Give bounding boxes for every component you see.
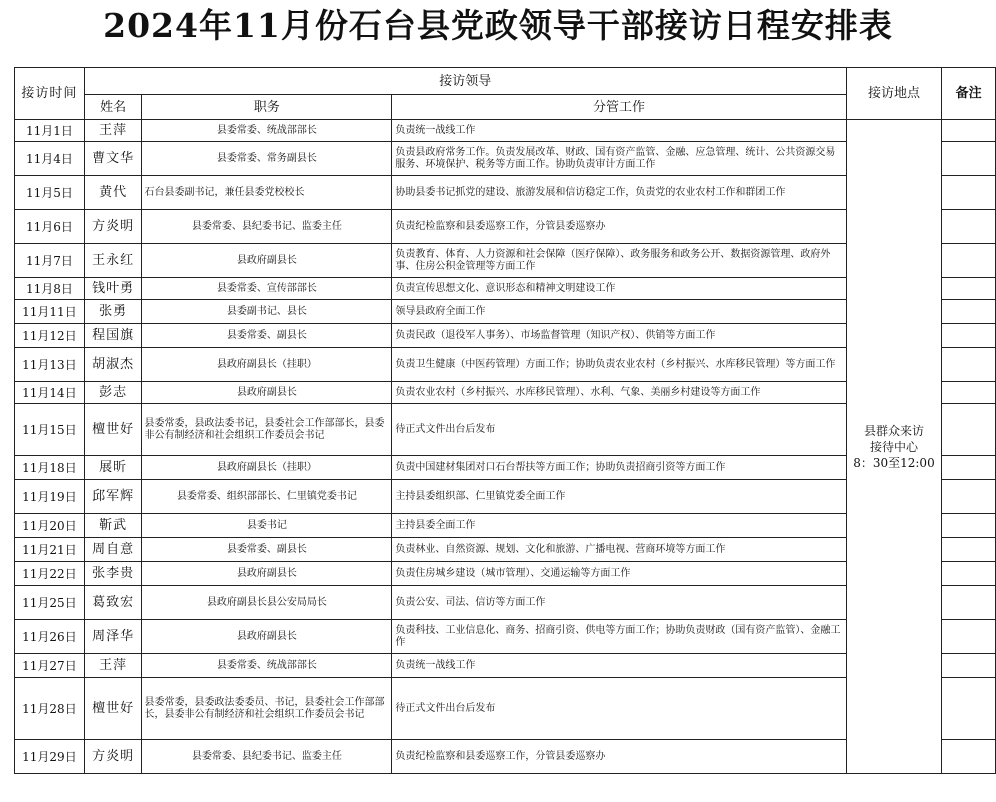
row-note: [942, 538, 996, 562]
header-duty: 分管工作: [392, 95, 846, 120]
row-duty: 负责公安、司法、信访等方面工作: [392, 586, 846, 620]
location-line1: 县群众来访: [863, 423, 924, 438]
row-name: 王萍: [84, 120, 142, 142]
row-date: 11月1日: [15, 120, 85, 142]
row-position: 县委书记: [142, 514, 392, 538]
row-duty: 领导县政府全面工作: [392, 300, 846, 324]
row-name: 程国旗: [84, 324, 142, 348]
row-date: 11月22日: [15, 562, 85, 586]
row-note: [942, 514, 996, 538]
row-name: 彭志: [84, 382, 142, 404]
row-position: 县政府副县长（挂职）: [142, 456, 392, 480]
row-date: 11月11日: [15, 300, 85, 324]
row-duty: 负责卫生健康（中医药管理）方面工作；协助负责农业农村（乡村振兴、水库移民管理）等方面工作: [392, 348, 846, 382]
row-position: 县委常委、副县长: [142, 324, 392, 348]
row-name: 葛致宏: [84, 586, 142, 620]
row-duty: 负责纪检监察和县委巡察工作，分管县委巡察办: [392, 740, 846, 774]
row-position: 县委常委、组织部部长、仁里镇党委书记: [142, 480, 392, 514]
row-note: [942, 456, 996, 480]
row-position: 县委副书记、县长: [142, 300, 392, 324]
row-name: 靳武: [84, 514, 142, 538]
row-duty: 协助县委书记抓党的建设、旅游发展和信访稳定工作，负责党的农业农村工作和群团工作: [392, 176, 846, 210]
row-name: 王永红: [84, 244, 142, 278]
row-name: 邱军辉: [84, 480, 142, 514]
row-name: 檀世好: [84, 404, 142, 456]
table-row: [15, 120, 996, 142]
row-position: 县政府副县长: [142, 382, 392, 404]
row-date: 11月29日: [15, 740, 85, 774]
row-name: 张李贵: [84, 562, 142, 586]
row-note: [942, 678, 996, 740]
row-position: 县委常委，县政法委书记，县委社会工作部部长，县委非公有制经济和社会组织工作委员会书记: [142, 404, 392, 456]
row-note: [942, 586, 996, 620]
row-position: 县委常委、副县长: [142, 538, 392, 562]
row-duty: 主持县委全面工作: [392, 514, 846, 538]
row-duty: 负责教育、体育、人力资源和社会保障（医疗保障）、政务服务和政务公开、数据资源管理、政府外事、住房公积金管理等方面工作: [392, 244, 846, 278]
row-name: 曹文华: [84, 142, 142, 176]
row-date: 11月7日: [15, 244, 85, 278]
row-date: 11月15日: [15, 404, 85, 456]
row-duty: 待正式文件出台后发布: [392, 404, 846, 456]
page-title: 2024年11月份石台县党政领导干部接访日程安排表: [103, 6, 893, 45]
row-note: [942, 324, 996, 348]
row-duty: 负责县政府常务工作。负责发展改革、财政、国有资产监管、金融、应急管理、统计、公共资源交易服务、环境保护、税务等方面工作。协助负责审计方面工作: [392, 142, 846, 176]
row-note: [942, 142, 996, 176]
row-note: [942, 654, 996, 678]
row-duty: 负责民政（退役军人事务）、市场监督管理（知识产权）、供销等方面工作: [392, 324, 846, 348]
header-name: 姓名: [84, 95, 142, 120]
row-note: [942, 348, 996, 382]
row-name: 方炎明: [84, 740, 142, 774]
row-name: 王萍: [84, 654, 142, 678]
row-position: 县政府副县长县公安局局长: [142, 586, 392, 620]
row-duty: 负责林业、自然资源、规划、文化和旅游、广播电视、营商环境等方面工作: [392, 538, 846, 562]
row-date: 11月28日: [15, 678, 85, 740]
row-duty: 负责统一战线工作: [392, 120, 846, 142]
row-note: [942, 176, 996, 210]
row-name: 周泽华: [84, 620, 142, 654]
row-position: 县委常委、宣传部部长: [142, 278, 392, 300]
row-duty: 负责科技、工业信息化、商务、招商引资、供电等方面工作；协助负责财政（国有资产监管）、金融工作: [392, 620, 846, 654]
row-position: 县政府副县长: [142, 244, 392, 278]
row-note: [942, 740, 996, 774]
row-duty: 负责统一战线工作: [392, 654, 846, 678]
row-date: 11月6日: [15, 210, 85, 244]
location-line2: 接待中心: [869, 439, 918, 454]
row-note: [942, 480, 996, 514]
row-note: [942, 404, 996, 456]
row-date: 11月13日: [15, 348, 85, 382]
row-duty: 待正式文件出台后发布: [392, 678, 846, 740]
row-note: [942, 244, 996, 278]
row-position: 石台县委副书记，兼任县委党校校长: [142, 176, 392, 210]
row-date: 11月12日: [15, 324, 85, 348]
header-location: 接访地点: [846, 68, 941, 120]
row-date: 11月4日: [15, 142, 85, 176]
row-name: 钱叶勇: [84, 278, 142, 300]
row-name: 周自意: [84, 538, 142, 562]
header-note: 备注: [942, 68, 996, 120]
row-note: [942, 620, 996, 654]
row-note: [942, 562, 996, 586]
row-position: 县委常委、县纪委书记、监委主任: [142, 740, 392, 774]
row-note: [942, 210, 996, 244]
schedule-table: [14, 67, 996, 774]
location-cell: [846, 120, 941, 774]
row-note: [942, 382, 996, 404]
row-name: 黄代: [84, 176, 142, 210]
row-position: 县委常委，县委政法委委员、书记，县委社会工作部部长，县委非公有制经济和社会组织工作委员会书记: [142, 678, 392, 740]
location-line3: 8：30至12:00: [853, 455, 935, 470]
row-name: 展昕: [84, 456, 142, 480]
header-leader-group: 接访领导: [84, 68, 846, 95]
row-note: [942, 120, 996, 142]
row-name: 张勇: [84, 300, 142, 324]
row-duty: 负责中国建材集团对口石台帮扶等方面工作；协助负责招商引资等方面工作: [392, 456, 846, 480]
row-duty: 负责纪检监察和县委巡察工作，分管县委巡察办: [392, 210, 846, 244]
row-note: [942, 278, 996, 300]
header-position: 职务: [142, 95, 392, 120]
schedule-body: [15, 120, 996, 774]
row-position: 县委常委、常务副县长: [142, 142, 392, 176]
row-duty: 负责住房城乡建设（城市管理）、交通运输等方面工作: [392, 562, 846, 586]
row-date: 11月14日: [15, 382, 85, 404]
row-date: 11月27日: [15, 654, 85, 678]
row-date: 11月21日: [15, 538, 85, 562]
row-name: 胡淑杰: [84, 348, 142, 382]
row-duty: 主持县委组织部、仁里镇党委全面工作: [392, 480, 846, 514]
row-note: [942, 300, 996, 324]
header-time: 接访时间: [15, 68, 85, 120]
row-position: 县政府副县长: [142, 562, 392, 586]
row-name: 檀世好: [84, 678, 142, 740]
row-date: 11月19日: [15, 480, 85, 514]
row-date: 11月20日: [15, 514, 85, 538]
row-position: 县委常委、统战部部长: [142, 120, 392, 142]
row-date: 11月26日: [15, 620, 85, 654]
row-position: 县委常委、县纪委书记、监委主任: [142, 210, 392, 244]
row-name: 方炎明: [84, 210, 142, 244]
row-position: 县政府副县长（挂职）: [142, 348, 392, 382]
row-duty: 负责宣传思想文化、意识形态和精神文明建设工作: [392, 278, 846, 300]
row-date: 11月8日: [15, 278, 85, 300]
row-date: 11月18日: [15, 456, 85, 480]
row-date: 11月5日: [15, 176, 85, 210]
row-date: 11月25日: [15, 586, 85, 620]
row-duty: 负责农业农村（乡村振兴、水库移民管理）、水利、气象、美丽乡村建设等方面工作: [392, 382, 846, 404]
row-position: 县政府副县长: [142, 620, 392, 654]
row-position: 县委常委、统战部部长: [142, 654, 392, 678]
